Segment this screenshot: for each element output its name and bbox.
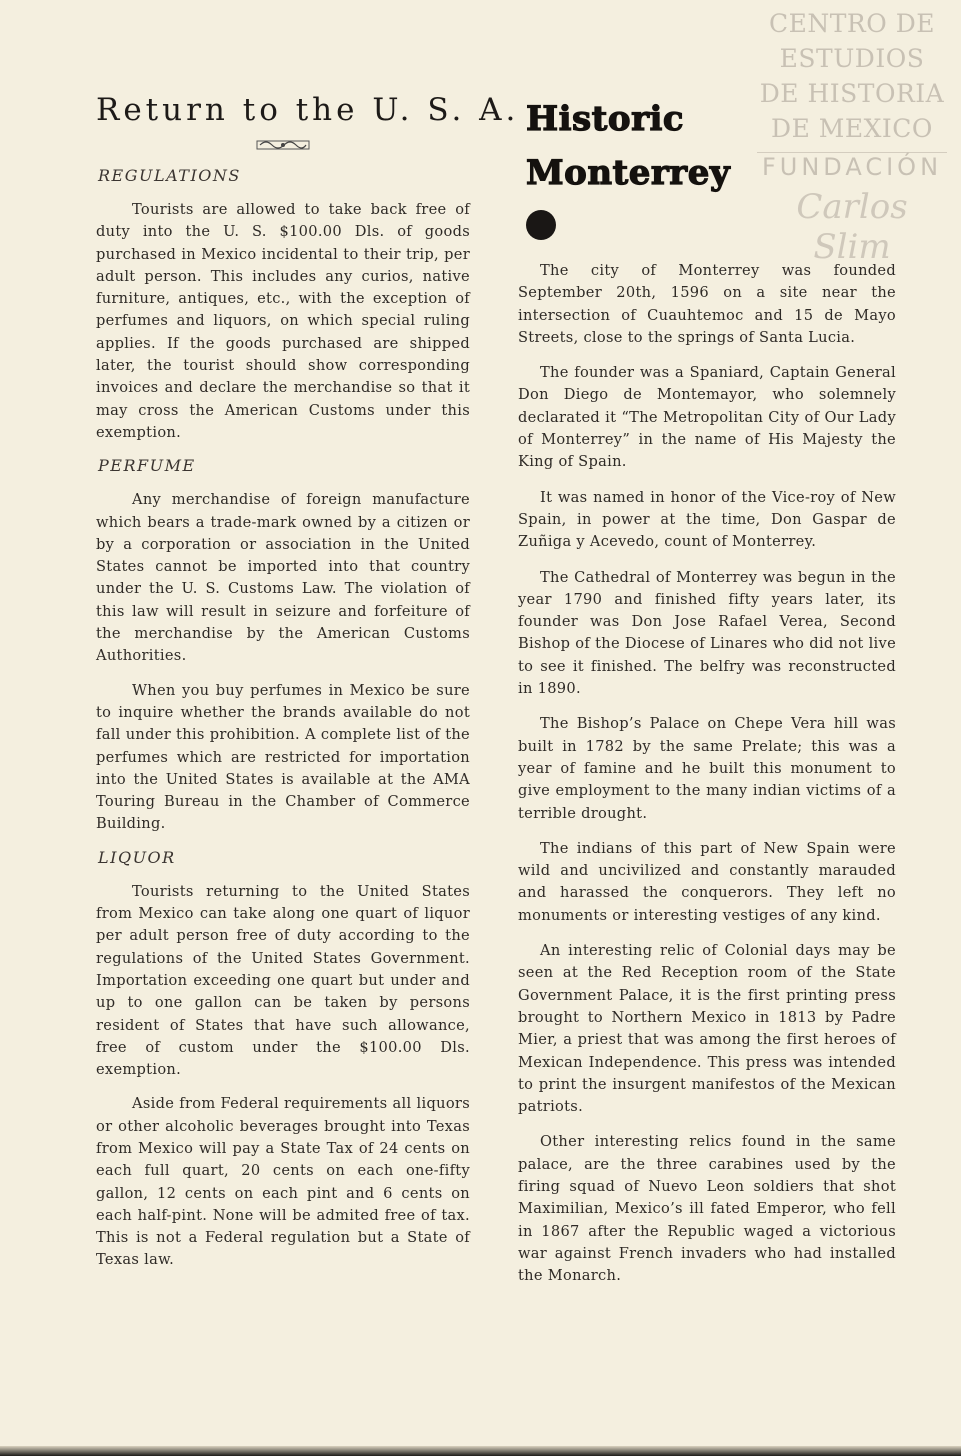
paragraph: The indians of this part of New Spain were wild and uncivilized and constantly marauded and harassed the conquerors. They left no monuments or interesting vestiges of any kind.: [518, 839, 896, 924]
paragraph: It was named in honor of the Vice-roy of New Spain, in power at the time, Don Gaspar de Zuñiga y Acevedo, count of Monterrey.: [518, 488, 896, 551]
section-heading-perfume: PERFUME: [98, 456, 196, 476]
paragraph: The Bishop’s Palace on Chepe Vera hill was built in 1782 by the same Prelate; this was a year of famine and he built this monument to give employment to the many indian victims of a terrible drought.: [518, 715, 896, 822]
paragraph: Tourists are allowed to take back free of duty into the U. S. $100.00 Dls. of goods purchased in Mexico incidental to their trip, per adult person. This includes any curios, native furniture, antiques, etc., with the exception of perfumes and liquors, on which special ruling applies. If the goods purchased are shipped later, the tourist should show corresponding invoices and declare the merchandise so that it may cross the American Customs under this exemption.: [96, 201, 470, 441]
section-heading-regulations: REGULATIONS: [98, 166, 241, 185]
paragraph: An interesting relic of Colonial days may be seen at the Red Reception room of the State Government Palace, it is the first printing press brought to Northern Mexico in 1813 by Padre Mier, a priest that was among the first heroes of Mexican Independence. This press was intended to print the insurgent manifestos of the Mexican patriots.: [518, 942, 896, 1116]
watermark-line: DE HISTORIA: [759, 79, 945, 108]
paragraph: When you buy perfumes in Mexico be sure to inquire whether the brands available do not fall under this prohibition. A complete list of the perfumes which are restricted for importation into the United States is available at the AMA Touring Bureau in the Chamber of Commerce Building.: [96, 681, 470, 833]
right-column: [518, 92, 896, 1300]
page-title-return: Return to the U. S. A.: [96, 92, 520, 128]
page-edge: [0, 1446, 961, 1456]
watermark-foundation: FUNDACIÓN: [757, 152, 947, 181]
paragraph: Tourists returning to the United States from Mexico can take along one quart of liquor per adult person free of duty according to the regulations of the United States Government. Importation exceeding one quart but under and up to one gallon can be taken by persons resident of States that have such allowance, free of custom under the $100.00 Dls. exemption.: [96, 882, 470, 1079]
watermark-signature: Carlos Slim: [796, 187, 908, 267]
paragraph: Aside from Federal requirements all liquors or other alcoholic beverages brought into Texas from Mexico will pay a State Tax of 24 cents on each full quart, 20 cents on each one-fifty gallon, 12 cents on each pint and 6 cents on each half-pint. None will be admited free of tax. This is not a Federal regulation but a State of Texas law.: [96, 1095, 470, 1269]
paragraph: Any merchandise of foreign manufacture which bears a trade-mark owned by a citizen or by a corporation or association in the United States cannot be imported into that country under the U. S. Customs Law. The violation of this law will result in seizure and forfeiture of the merchandise by the American Customs Authorities.: [96, 491, 470, 665]
page-title-historic: Historic: [526, 99, 685, 139]
ornament-icon: [256, 138, 310, 152]
paragraph: Other interesting relics found in the same palace, are the three carabines used by the firing squad of Nuevo Leon soldiers that shot Maximilian, Mexico’s ill fated Emperor, who fell in 1867 after the Republic waged a victorious war against French invaders who had installed the Monarch.: [518, 1133, 896, 1285]
paragraph: The founder was a Spaniard, Captain General Don Diego de Montemayor, who solemnely declarated it “The Metropolitan City of Our Lady of Monterrey” in the name of His Majesty the King of Spain.: [518, 364, 896, 471]
watermark-line: DE MEXICO: [771, 114, 933, 143]
paragraph: The Cathedral of Monterrey was begun in the year 1790 and finished fifty years later, its founder was Don Jose Rafael Verea, Second Bishop of the Diocese of Linares who did not live to see it finished. The belfry was reconstructed in 1890.: [518, 568, 896, 698]
section-heading-liquor: LIQUOR: [98, 847, 176, 867]
page-title-monterrey: Monterrey: [526, 153, 731, 193]
left-column: [96, 92, 520, 1284]
watermark-line: ESTUDIOS: [779, 44, 925, 73]
paragraph: The city of Monterrey was founded September 20th, 1596 on a site near the intersection of Cuauhtemoc and 15 de Mayo Streets, close to the springs of Santa Lucia.: [518, 262, 896, 346]
bullet-dot-icon: [526, 210, 556, 240]
watermark-line: CENTRO DE: [769, 9, 935, 38]
